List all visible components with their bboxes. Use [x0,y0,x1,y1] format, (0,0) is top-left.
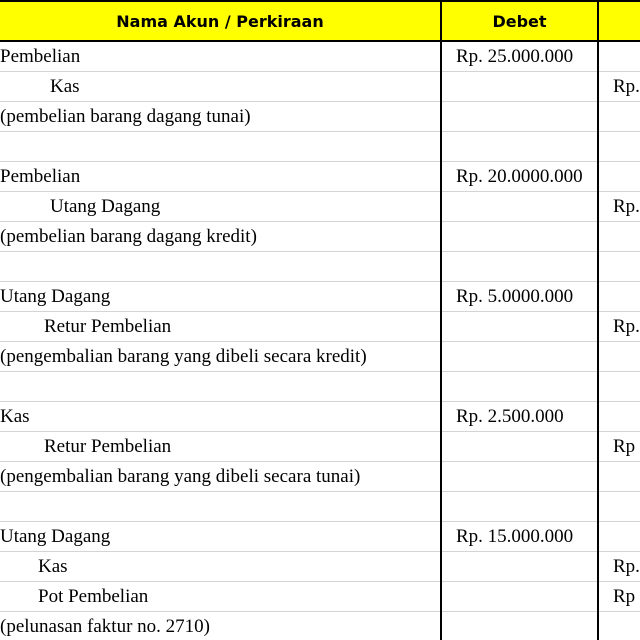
account-name-cell[interactable]: Utang Dagang [0,192,441,222]
debet-cell[interactable] [441,372,598,402]
debet-cell[interactable] [441,72,598,102]
journal-row [0,72,640,102]
journal-row [0,102,640,132]
kredit-cell[interactable]: Rp [598,582,640,612]
account-name-cell[interactable]: (pengembalian barang yang dibeli secara tunai) [0,462,441,492]
journal-row [0,402,640,432]
kredit-cell[interactable] [598,222,640,252]
debet-cell[interactable] [441,552,598,582]
account-name-cell[interactable]: Kas [0,72,441,102]
account-name-cell[interactable]: (pelunasan faktur no. 2710) [0,612,441,640]
kredit-cell[interactable] [598,612,640,640]
kredit-cell[interactable] [598,102,640,132]
kredit-cell[interactable]: Rp. [598,312,640,342]
kredit-cell[interactable] [598,41,640,72]
kredit-cell[interactable] [598,252,640,282]
account-name-cell[interactable] [0,372,441,402]
journal-row [0,612,640,640]
kredit-cell[interactable] [598,282,640,312]
journal-row [0,132,640,162]
account-name-cell[interactable]: (pembelian barang dagang kredit) [0,222,441,252]
account-name-cell[interactable] [0,132,441,162]
journal-row [0,192,640,222]
kredit-cell[interactable]: Rp. [598,72,640,102]
debet-cell[interactable] [441,342,598,372]
debet-cell[interactable] [441,432,598,462]
debet-cell[interactable]: Rp. 2.500.000 [441,402,598,432]
kredit-cell[interactable]: Rp. [598,552,640,582]
debet-cell[interactable] [441,462,598,492]
header-account-name[interactable]: Nama Akun / Perkiraan [0,1,441,41]
journal-row [0,522,640,552]
journal-row [0,41,640,72]
debet-cell[interactable] [441,612,598,640]
header-kredit[interactable] [598,1,640,41]
journal-row [0,432,640,462]
kredit-cell[interactable] [598,522,640,552]
account-name-cell[interactable]: Pembelian [0,41,441,72]
debet-cell[interactable]: Rp. 25.000.000 [441,41,598,72]
debet-cell[interactable] [441,132,598,162]
header-debet[interactable]: Debet [441,1,598,41]
account-name-cell[interactable]: (pengembalian barang yang dibeli secara kredit) [0,342,441,372]
journal-row [0,552,640,582]
kredit-cell[interactable]: Rp [598,432,640,462]
kredit-cell[interactable] [598,492,640,522]
debet-cell[interactable] [441,492,598,522]
journal-row [0,252,640,282]
debet-cell[interactable] [441,192,598,222]
debet-cell[interactable]: Rp. 5.0000.000 [441,282,598,312]
debet-cell[interactable] [441,312,598,342]
debet-cell[interactable]: Rp. 20.0000.000 [441,162,598,192]
account-name-cell[interactable]: Retur Pembelian [0,432,441,462]
account-name-cell[interactable]: Pembelian [0,162,441,192]
account-name-cell[interactable]: Utang Dagang [0,282,441,312]
kredit-cell[interactable] [598,162,640,192]
account-name-cell[interactable]: Kas [0,552,441,582]
header-row [0,1,640,41]
debet-cell[interactable] [441,252,598,282]
journal-row [0,462,640,492]
debet-cell[interactable] [441,222,598,252]
account-name-cell[interactable]: Utang Dagang [0,522,441,552]
account-name-cell[interactable] [0,252,441,282]
journal-row [0,342,640,372]
journal-row [0,222,640,252]
debet-cell[interactable] [441,102,598,132]
debet-cell[interactable]: Rp. 15.000.000 [441,522,598,552]
kredit-cell[interactable] [598,342,640,372]
journal-row [0,582,640,612]
journal-body [0,41,640,640]
kredit-cell[interactable] [598,402,640,432]
journal-row [0,162,640,192]
journal-row [0,372,640,402]
account-name-cell[interactable]: Pot Pembelian [0,582,441,612]
journal-row [0,492,640,522]
kredit-cell[interactable] [598,372,640,402]
debet-cell[interactable] [441,582,598,612]
account-name-cell[interactable] [0,492,441,522]
kredit-cell[interactable] [598,462,640,492]
journal-row [0,312,640,342]
journal-row [0,282,640,312]
account-name-cell[interactable]: Kas [0,402,441,432]
kredit-cell[interactable]: Rp. [598,192,640,222]
account-name-cell[interactable]: (pembelian barang dagang tunai) [0,102,441,132]
account-name-cell[interactable]: Retur Pembelian [0,312,441,342]
kredit-cell[interactable] [598,132,640,162]
